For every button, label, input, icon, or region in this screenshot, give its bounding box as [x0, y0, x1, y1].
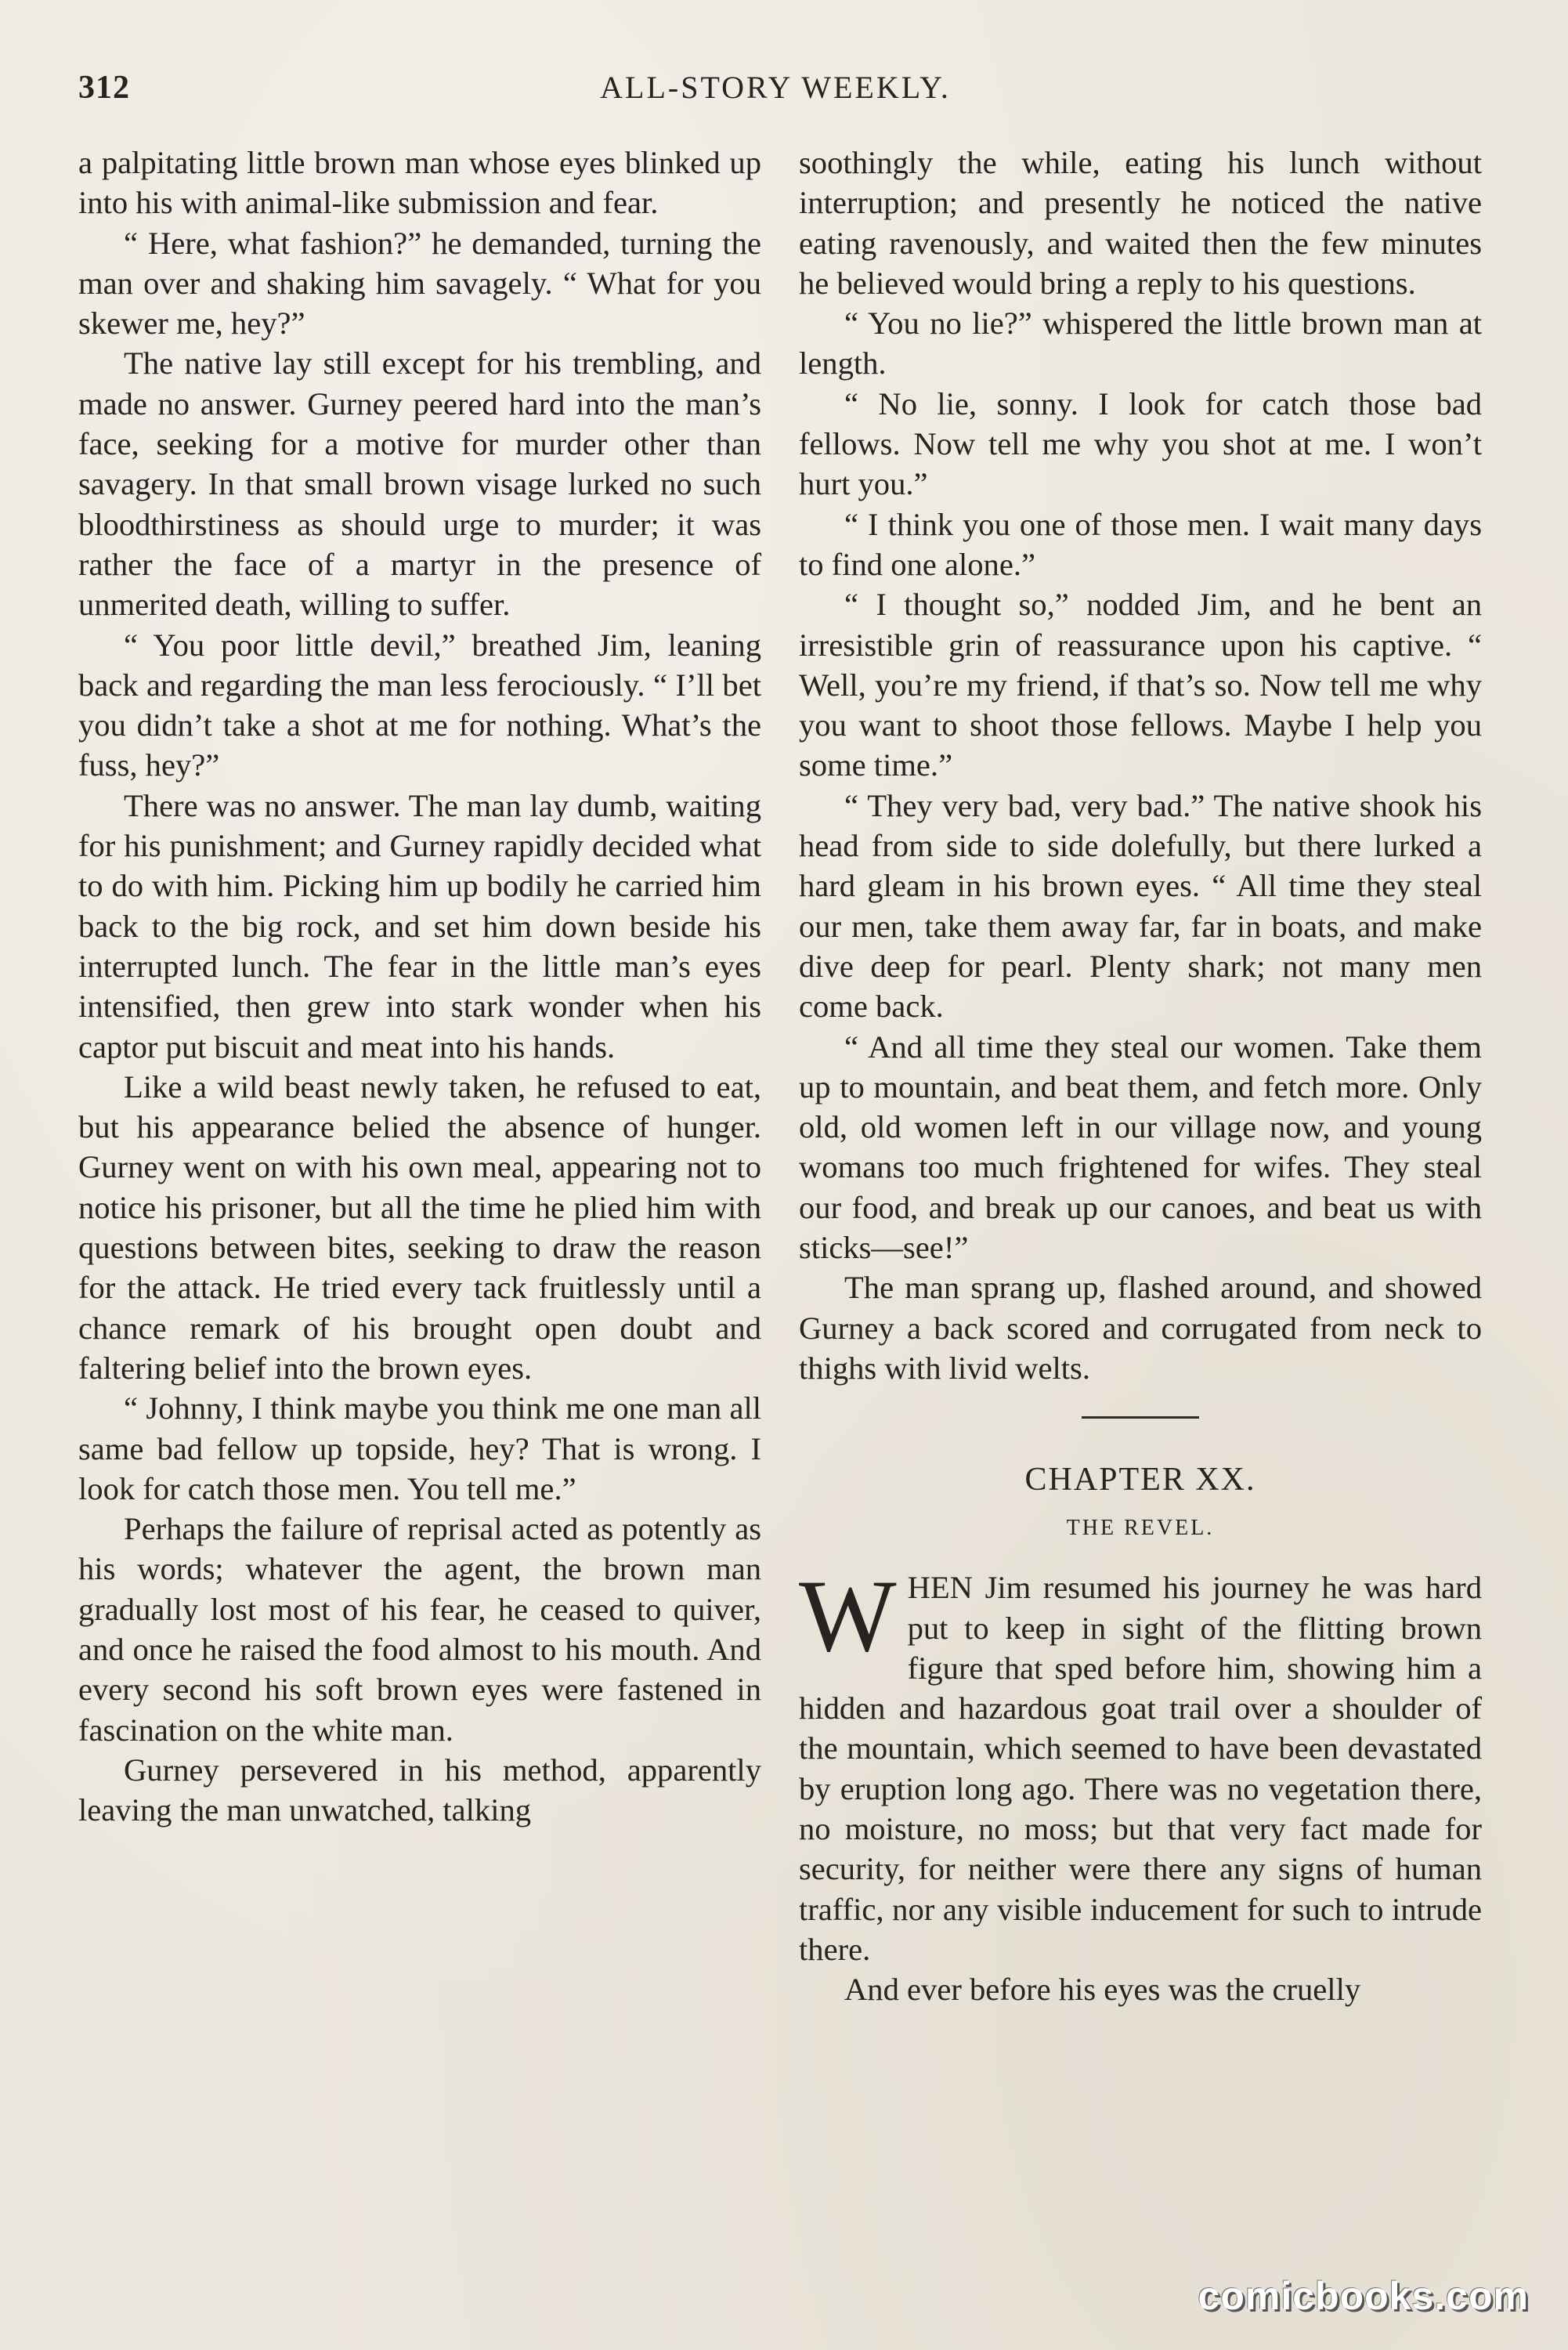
paragraph: Gurney persevered in his method, apparently leaving the man unwatched, talking [78, 1752, 761, 1828]
paragraph: The man sprang up, flashed around, and showed Gurney a back scored and corrugated from neck to thighs with livid welts. [799, 1270, 1482, 1386]
paragraph: Like a wild beast newly taken, he refused to eat, but his appearance belied the absence of hunger. Gurney went on with his own meal, appearing not to notice his prisoner, but all the time he plied him with questions between bites, seeking to draw the reason for the attack. He tried every tack fruitlessly until a chance remark of his brought open doubt and faltering belief into the brown eyes. [78, 1068, 761, 1386]
paragraph: And ever before his eyes was the cruelly [844, 1972, 1361, 2008]
section-divider [1082, 1416, 1199, 1419]
paragraph: “ No lie, sonny. I look for catch those bad fellows. Now tell me why you shot at me. I won’t hurt you.” [799, 385, 1482, 502]
paragraph: soothingly the while, eating his lunch without interruption; and presently he noticed the native eating ravenously, and waited then the few minutes he believed would bring a reply to his questions. [799, 145, 1482, 301]
chapter-title: CHAPTER XX. [1024, 1462, 1256, 1499]
paragraph: “ Johnny, I think maybe you think me one man all same bad fellow up topside, hey? That is wrong. I look for catch those men. You tell me.” [78, 1390, 761, 1506]
paragraph: “ You no lie?” whispered the little brown man at length. [799, 306, 1482, 381]
paragraph: “ I think you one of those men. I wait many days to find one alone.” [799, 506, 1482, 582]
paragraph: The native lay still except for his trembling, and made no answer. Gurney peered hard into the man’s face, seeking for a motive for murder other than savagery. In that small brown visage lurked no such bloodthirstiness as should urge to murder; it was rather the face of a martyr in the presence of unmerited death, willing to suffer. [78, 345, 761, 623]
paragraph: “ Here, what fashion?” he demanded, turning the man over and shaking him savagely. “ What for you skewer me, hey?” [78, 225, 761, 342]
paragraph: There was no answer. The man lay dumb, waiting for his punishment; and Gurney rapidly decided what to do with him. Picking him up bodily he carried him back to the big rock, and set him down beside his interrupted lunch. The fear in the little man’s eyes intensified, then grew into stark wonder when his captor put biscuit and meat into his hands. [78, 787, 761, 1065]
paragraph: “ I thought so,” nodded Jim, and he bent an irresistible grin of reassurance upon his captive. “ Well, you’re my friend, if that’s so. Now tell me why you want to shoot those fellows. Maybe I help you some time.” [799, 587, 1482, 783]
paragraph: Perhaps the failure of reprisal acted as potently as his words; whatever the agent, the brown man gradually lost most of his fear, he ceased to quiver, and once he raised the food almost to his mouth. And every second his soft brown eyes were fastened in fascination on the white man. [78, 1511, 761, 1748]
watermark: comicbooks.com [1198, 2274, 1529, 2318]
right-column [799, 143, 1482, 2009]
page-number: 312 [78, 70, 130, 106]
drop-cap: W [799, 1558, 897, 1674]
chapter-subtitle: THE REVEL. [1066, 1516, 1215, 1541]
paragraph: a palpitating little brown man whose eyes blinked up into his with animal-like submission and fear. [78, 145, 761, 221]
paragraph: “ And all time they steal our women. Take them up to mountain, and beat them, and fetch more. Only old, old women left in our village now, and young womans too much frightened for wifes. They steal our food, and break up our canoes, and beat us with sticks—see!” [799, 1029, 1482, 1266]
page-header [78, 69, 1472, 116]
left-column [78, 143, 761, 1830]
chapter-opening-text: HEN Jim resumed his journey he was hard put to keep in sight of the flitting brown figure that sped before him, showing him a hidden and hazardous goat trail over a shoulder of the mountain, which seemed to have been devastated by eruption long ago. There was no vegetation there, no moisture, no moss; but that very fact made for security, for neither were there any signs of human traffic, nor any visible inducement for such to intrude there. [799, 1570, 1482, 1967]
running-head: ALL-STORY WEEKLY. [600, 70, 951, 105]
chapter-opening-paragraph [799, 1558, 1482, 1969]
paragraph: “ They very bad, very bad.” The native shook his head from side to side dolefully, but there lurked a hard gleam in his brown eyes. “ All time they steal our men, take them away far, far in boats, and make dive deep for pearl. Plenty shark; not many men come back. [799, 787, 1482, 1025]
paragraph: “ You poor little devil,” breathed Jim, leaning back and regarding the man less ferociously. “ I’ll bet you didn’t take a shot at me for nothing. What’s the fuss, hey?” [78, 627, 761, 783]
